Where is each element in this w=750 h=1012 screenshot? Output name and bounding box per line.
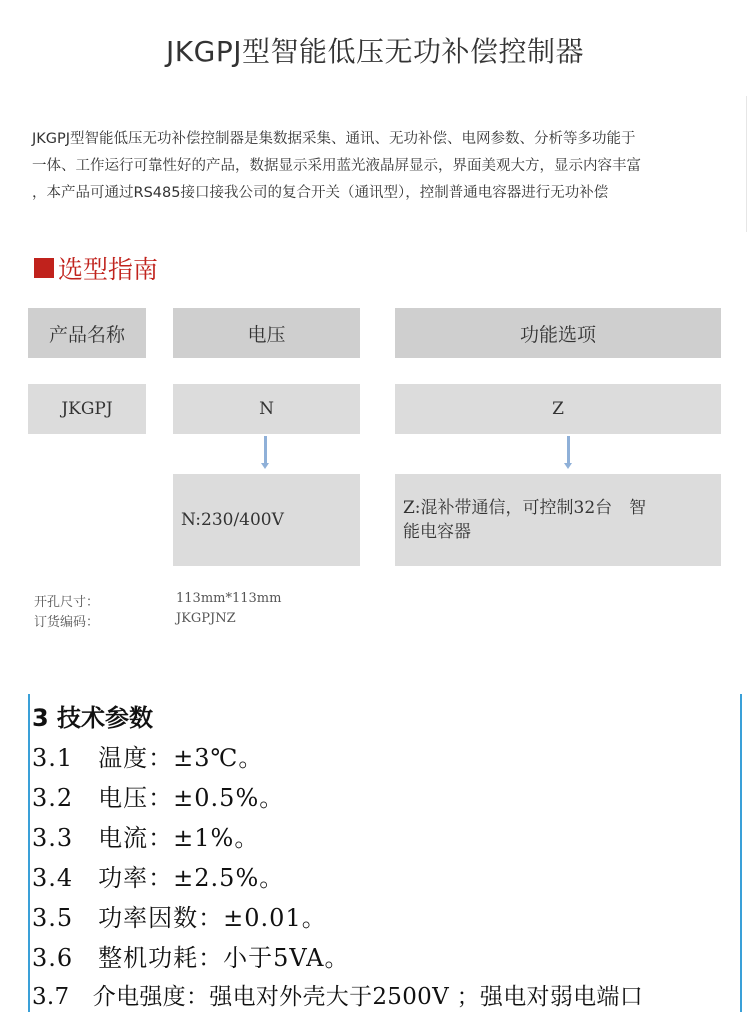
header-function: 功能选项 <box>395 308 721 358</box>
value-product-name: JKGPJ <box>28 384 146 434</box>
detail-function <box>395 474 721 566</box>
tech-item: 3.4 功率：±2.5%。 <box>32 864 285 892</box>
intro-line: JKGPJ型智能低压无功补偿控制器是集数据采集、通讯、无功补偿、电网参数、分析等多功能于 <box>32 131 636 147</box>
selection-heading <box>34 250 158 286</box>
divider <box>746 96 747 232</box>
detail-voltage-text: N:230/400V <box>181 510 284 530</box>
down-arrow-icon <box>567 436 570 464</box>
order-code-label: 订货编码： <box>34 615 100 630</box>
down-arrow-icon <box>264 436 267 464</box>
intro-line: ，本产品可通过RS485接口接我公司的复合开关（通讯型），控制普通电容器进行无功补偿 <box>32 185 609 201</box>
tech-item: 3.6 整机功耗：小于5VA。 <box>32 944 350 972</box>
intro-paragraph <box>32 126 732 207</box>
intro-line: 一体、工作运行可靠性好的产品，数据显示采用蓝光液晶屏显示，界面美观大方，显示内容丰富 <box>32 158 641 174</box>
order-code-value: JKGPJNZ <box>176 611 236 626</box>
hole-size-value: 113mm*113mm <box>176 591 282 606</box>
value-function: Z <box>395 384 721 434</box>
detail-function-line: Z:混补带通信，可控制32台 智 <box>403 498 647 518</box>
tech-item: 3.2 电压：±0.5%。 <box>32 784 285 812</box>
hole-size-label: 开孔尺寸： <box>34 595 100 610</box>
header-product-name: 产品名称 <box>28 308 146 358</box>
tech-item: 3.1 温度：±3℃。 <box>32 744 264 772</box>
tech-heading: 3 技术参数 <box>32 704 154 732</box>
tech-item: 3.5 功率因数：±0.01。 <box>32 904 327 932</box>
tech-item: 3.3 电流：±1%。 <box>32 824 260 852</box>
tech-item: 3.7 介电强度：强电对外壳大于2500V ；强电对弱电端口 <box>32 984 644 1010</box>
red-square-icon <box>34 258 54 278</box>
value-voltage: N <box>173 384 360 434</box>
detail-voltage <box>173 474 360 566</box>
page-title: JKGPJ型智能低压无功补偿控制器 <box>166 35 584 68</box>
header-voltage: 电压 <box>173 308 360 358</box>
selection-heading-text: 选型指南 <box>58 255 159 284</box>
detail-function-line: 能电容器 <box>403 522 471 542</box>
